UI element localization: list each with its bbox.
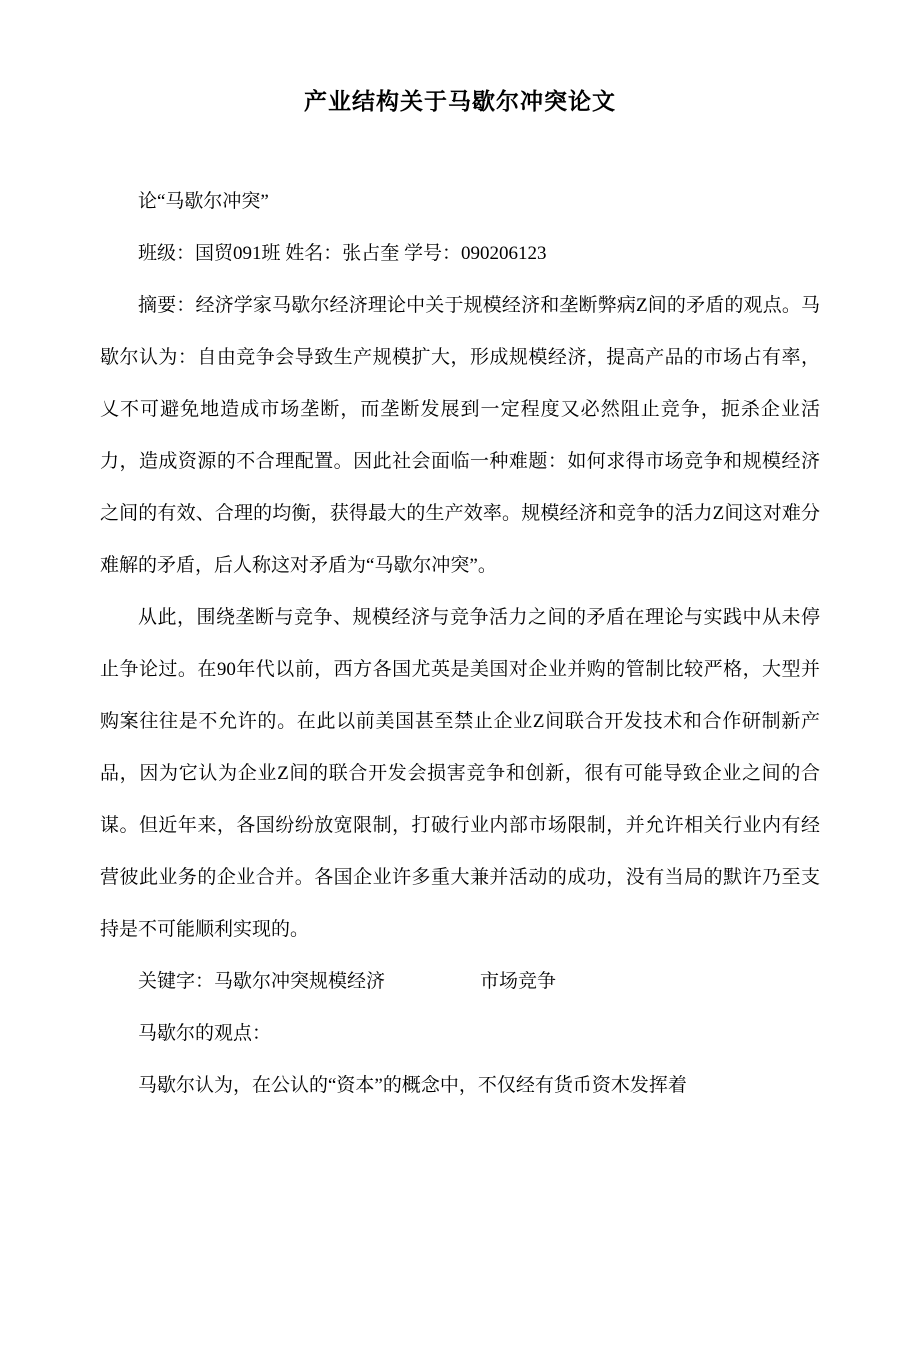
document-body [100,176,820,1112]
paragraph-body-congci: 从此，围绕垄断与竞争、规模经济与竞争活力之间的矛盾在理论与实践中从未停止争论过。在90年代以前，西方各国尤英是美国对企业并购的管制比较严格，大型并购案往往是不允许的。在此以前美国甚至禁止企业Z间联合开发技术和合作研制新产品，因为它认为企业Z间的联合开发会损害竞争和创新，很有可能导致企业之间的合谋。但近年来，各国纷纷放宽限制，打破行业内部市场限制，并允许相关行业内有经营彼此业务的企业合并。各国企业许多重大兼并活动的成功，没有当局的默许乃至支持是不可能顺利实现的。 [100,607,820,940]
paragraph-class-info: 班级：国贸091班 姓名：张占奎 学号：090206123 [138,243,547,264]
paragraph-heading-lun: 论“马歇尔冲突” [138,191,269,212]
paragraph-viewpoint-intro: 马歇尔认为，在公认的“资本”的概念中，不仅经有货币资木发挥着 [138,1075,687,1096]
paragraph-keywords: 关键字：马歇尔冲突规模经济 市场竞争 [138,971,557,992]
paragraph-viewpoint-heading: 马歇尔的观点： [138,1023,272,1044]
paragraph-abstract: 摘要：经济学家马歇尔经济理论中关于规模经济和垄断弊病Z间的矛盾的观点。马歇尔认为：自由竞争会导致生产规模扩大，形成规模经济，提高产品的市场占有率，乂不可避免地造成市场垄断，而垄断发展到一定程度又必然阻止竞争，扼杀企业活力，造成资源的不合理配置。因此社会面临一种难题：如何求得市场竞争和规模经济之间的有效、合理的均衡，获得最大的生产效率。规模经济和竞争的活力Z间这对难分难解的矛盾，后人称这对矛盾为“马歇尔冲突”。 [100,295,820,576]
document-title: 产业结构关于马歇尔冲突论文 [304,89,616,114]
